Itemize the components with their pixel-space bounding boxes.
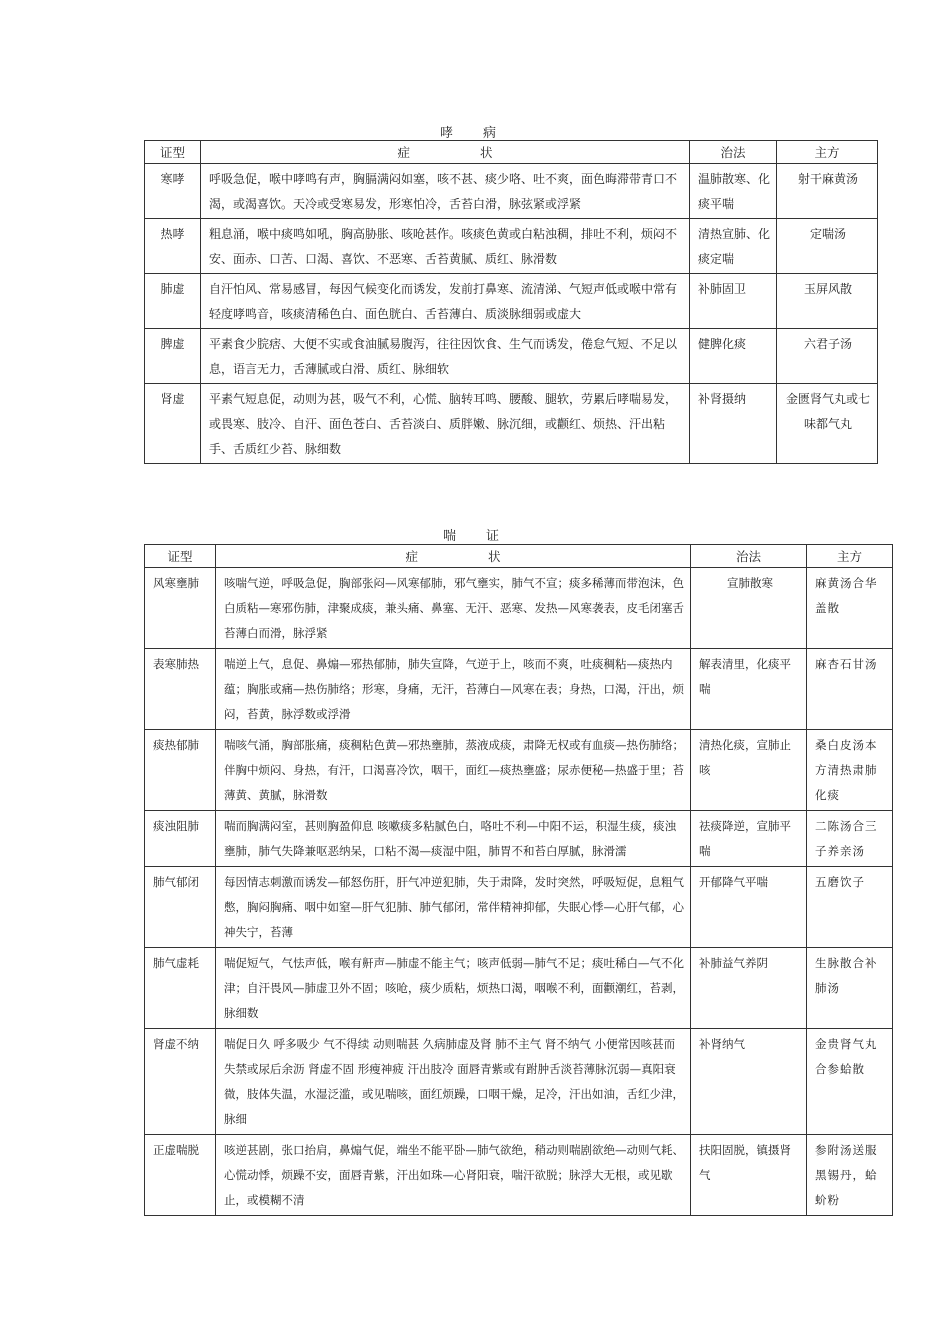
row-type: 肾虚不纳 [145,1029,216,1135]
header-formula: 主方 [807,545,893,568]
title-char: 哮 [440,126,454,141]
title-char: 病 [483,126,497,141]
header-symptoms [201,141,690,164]
header-row [145,545,893,568]
header-symptom-char: 状 [488,549,501,564]
row-method: 解表清里，化痰平喘 [691,649,807,730]
title-char: 喘 [443,529,457,544]
table-title-xiao [440,122,496,141]
row-formula: 玉屏风散 [777,274,878,329]
row-formula: 麻黄汤合华盖散 [807,568,893,649]
table-row [145,164,878,219]
header-formula: 主方 [777,141,878,164]
header-symptom-char: 症 [405,549,418,564]
row-type: 肺虚 [145,274,201,329]
table-row [145,1135,893,1216]
row-formula: 定喘汤 [777,219,878,274]
row-formula: 生脉散合补肺汤 [807,948,893,1029]
table-row [145,568,893,649]
row-formula: 六君子汤 [777,329,878,384]
row-method: 清热化痰，宣肺止咳 [691,730,807,811]
table-row [145,649,893,730]
table-row [145,867,893,948]
row-method: 补肾纳气 [691,1029,807,1135]
table-row [145,274,878,329]
table-row [145,811,893,867]
table-title-chuan [443,525,499,544]
table-row [145,329,878,384]
row-method: 宣肺散寒 [691,568,807,649]
row-method: 补肺固卫 [690,274,777,329]
table-row [145,384,878,464]
title-char: 证 [486,529,500,544]
row-type: 脾虚 [145,329,201,384]
header-type: 证型 [145,141,201,164]
header-symptom-char: 状 [480,145,493,160]
row-symptoms: 喘而胸满闷室，甚则胸盈仰息 咳嗽痰多粘腻色白，咯吐不利—中阳不运，积湿生痰，痰浊壅肺，肺气失降兼呕恶纳呆，口粘不渴—痰湿中阻，肺胃不和苔白厚腻，脉滑濡 [216,811,691,867]
table-row [145,730,893,811]
table-row [145,948,893,1029]
row-method: 温肺散寒、化痰平喘 [690,164,777,219]
row-method: 开郁降气平喘 [691,867,807,948]
row-symptoms: 粗息涌，喉中痰鸣如吼，胸高胁胀、咳呛甚作。咳痰色黄或白粘浊稠，排吐不利，烦闷不安、面赤、口苦、口渴、喜饮、不恶寒、舌苔黄腻、质红、脉滑数 [201,219,690,274]
row-formula: 射干麻黄汤 [777,164,878,219]
row-formula: 桑白皮汤本方清热肃肺化痰 [807,730,893,811]
row-method: 补肾摄纳 [690,384,777,464]
row-method: 补肺益气养阴 [691,948,807,1029]
row-type: 风寒壅肺 [145,568,216,649]
row-symptoms: 喘促日久 呼多吸少 气不得续 动则喘甚 久病肺虚及肾 肺不主气 肾不纳气 小便常因咳甚而失禁或尿后余沥 肾虚不固 形瘦神疲 汗出肢冷 面唇青紫或有跗肿舌淡苔薄脉沉弱—真阳衰微，肢体失温，水湿泛滥，或见喘咳，面红烦躁，口咽干燥，足冷，汗出如油，舌红少津，脉细 [216,1029,691,1135]
row-type: 热哮 [145,219,201,274]
row-formula: 金贵肾气丸合参蛤散 [807,1029,893,1135]
chuan-table [144,544,893,1216]
row-symptoms: 咳喘气逆，呼吸急促，胸部张闷—风寒郁肺，邪气壅实，肺气不宣；痰多稀薄而带泡沫，色白质粘—寒邪伤肺，津聚成痰，兼头痛、鼻塞、无汗、恶寒、发热—风寒袭表，皮毛闭塞舌苔薄白而滑，脉浮紧 [216,568,691,649]
row-type: 痰浊阻肺 [145,811,216,867]
row-symptoms: 喘逆上气，息促、鼻煽—邪热郁肺，肺失宣降，气逆于上，咳而不爽，吐痰稠粘—痰热内蕴；胸胀或痛—热伤肺络；形寒，身痛，无汗，苔薄白—风寒在表；身热，口渴，汗出，烦闷，苔黄，脉浮数或浮滑 [216,649,691,730]
row-method: 清热宣肺、化痰定喘 [690,219,777,274]
row-formula: 五磨饮子 [807,867,893,948]
header-symptoms [216,545,691,568]
row-formula: 麻杏石甘汤 [807,649,893,730]
row-symptoms: 每因情志刺激而诱发—郁怒伤肝，肝气冲逆犯肺，失于肃降，发时突然，呼吸短促，息粗气憋，胸闷胸痛、咽中如窒—肝气犯肺、肺气郁闭，常伴精神抑郁，失眠心悸—心肝气郁，心神失宁，苔薄 [216,867,691,948]
row-type: 寒哮 [145,164,201,219]
header-row [145,141,878,164]
xiao-table [144,140,878,464]
header-method: 治法 [690,141,777,164]
row-symptoms: 喘咳气涌，胸部胀痛，痰稠粘色黄—邪热壅肺，蒸液成痰，肃降无权或有血痰—热伤肺络；伴胸中烦闷、身热，有汗，口渴喜冷饮，咽干，面红—痰热壅盛；尿赤便秘—热盛于里；苔薄黄、黄腻，脉滑数 [216,730,691,811]
row-formula: 二陈汤合三子养亲汤 [807,811,893,867]
row-type: 表寒肺热 [145,649,216,730]
row-type: 正虚喘脱 [145,1135,216,1216]
header-type: 证型 [145,545,216,568]
row-type: 肺气虚耗 [145,948,216,1029]
row-symptoms: 咳逆甚剧，张口抬肩，鼻煽气促，端坐不能平卧—肺气欲绝，稍动则喘剧欲绝—动则气耗、心慌动悸，烦躁不安，面唇青紫，汗出如珠—心肾阳衰，喘汗欲脱；脉浮大无根，或见歇止，或模糊不清 [216,1135,691,1216]
row-symptoms: 平素食少脘痞、大便不实或食油腻易腹泻，往往因饮食、生气而诱发，倦怠气短、不足以息，语言无力，舌薄腻或白滑、质红、脉细软 [201,329,690,384]
row-method: 健脾化痰 [690,329,777,384]
table-row [145,1029,893,1135]
header-method: 治法 [691,545,807,568]
table-row [145,219,878,274]
row-method: 扶阳固脱，镇摄肾气 [691,1135,807,1216]
row-formula: 参附汤送服黑锡丹，蛤蚧粉 [807,1135,893,1216]
row-formula: 金匮肾气丸或七味都气丸 [777,384,878,464]
row-method: 祛痰降逆，宣肺平喘 [691,811,807,867]
row-symptoms: 自汗怕风、常易感冒，每因气候变化而诱发，发前打鼻寒、流清涕、气短声低或喉中常有轻度哮鸣音，咳痰清稀色白、面色胱白、舌苔薄白、质淡脉细弱或虚大 [201,274,690,329]
row-type: 痰热郁肺 [145,730,216,811]
row-symptoms: 平素气短息促，动则为甚，吸气不利，心慌、脑转耳鸣、腰酸、腿软，劳累后哮喘易发，或畏寒、肢冷、自汗、面色苍白、舌苔淡白、质胖嫩、脉沉细，或颧红、烦热、汗出粘手、舌质红少苔、脉细数 [201,384,690,464]
row-type: 肾虚 [145,384,201,464]
row-symptoms: 喘促短气，气怯声低，喉有鼾声—肺虚不能主气；咳声低弱—肺气不足；痰吐稀白—气不化津；自汗畏风—肺虚卫外不固；咳呛，痰少质粘，烦热口渴，咽喉不利，面颧潮红，苔剥，脉细数 [216,948,691,1029]
row-type: 肺气郁闭 [145,867,216,948]
row-symptoms: 呼吸急促，喉中哮鸣有声，胸膈满闷如塞，咳不甚、痰少咯、吐不爽，面色晦滞带青口不渴，或渴喜饮。天冷或受寒易发，形寒怕冷，舌苔白滑，脉弦紧或浮紧 [201,164,690,219]
header-symptom-char: 症 [397,145,410,160]
